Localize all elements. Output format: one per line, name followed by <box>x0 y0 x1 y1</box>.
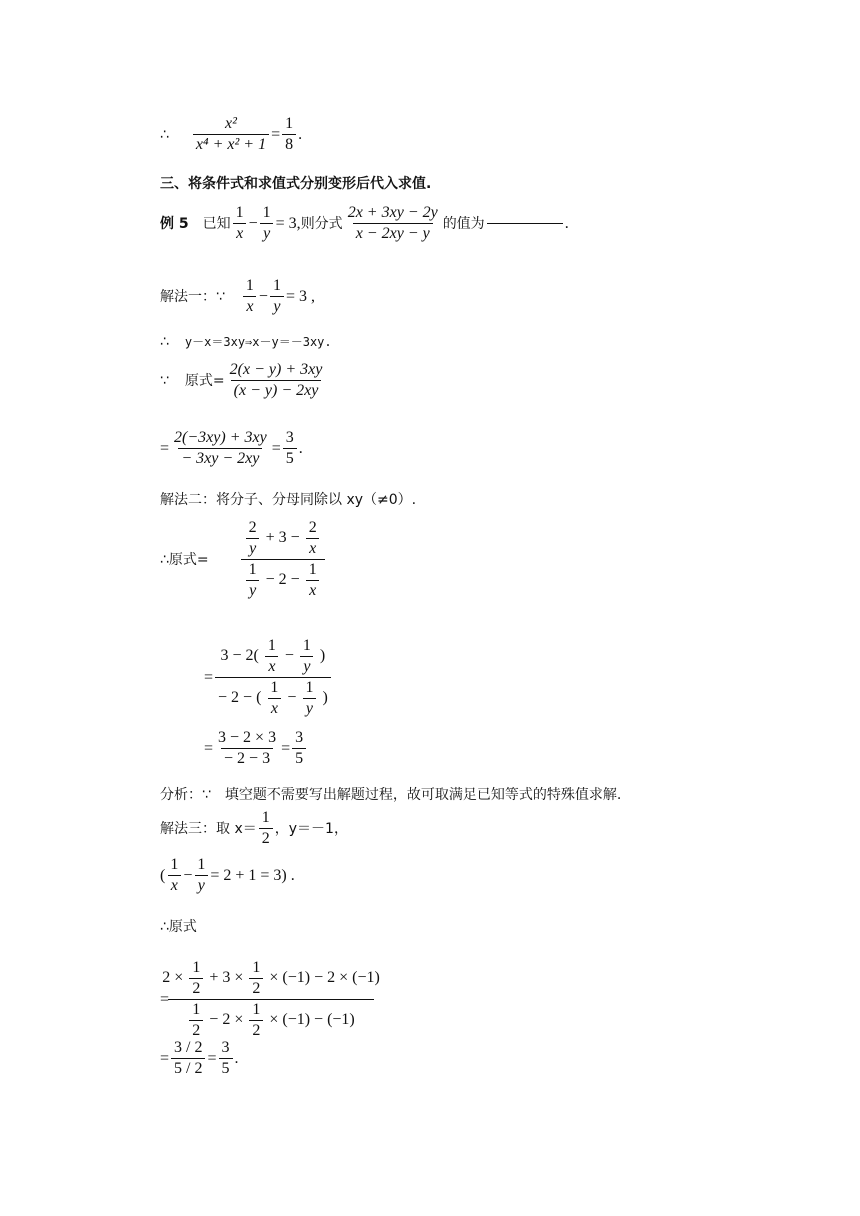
fraction <box>306 520 320 557</box>
operator-text: 3 − 2( <box>220 647 259 665</box>
open-paren: ( <box>160 866 166 884</box>
method-2-intro: 解法二：将分子、分母同除以 xy（≠0）. <box>160 492 417 508</box>
example-5 <box>160 205 569 242</box>
denominator: x − 2xy − y <box>353 223 433 242</box>
denominator: x <box>306 538 319 557</box>
method-1-result <box>160 430 303 467</box>
denominator <box>215 677 331 717</box>
equals-sign: = <box>160 990 170 1008</box>
method-1-expression <box>160 362 327 399</box>
numerator: 2 <box>308 519 317 536</box>
complex-fraction <box>162 959 380 1039</box>
numerator: 1 <box>267 637 276 654</box>
period: . <box>234 1049 239 1067</box>
method-3-values <box>160 810 348 847</box>
minus-sign: − <box>248 214 258 232</box>
method-1-condition <box>160 278 315 315</box>
denominator: − 3xy − 2xy <box>178 448 262 467</box>
equals-sign: = <box>271 439 281 457</box>
numerator: 1 <box>261 809 270 826</box>
close-paren: ) <box>322 689 328 707</box>
denominator: 2 <box>259 828 273 847</box>
equals-sign: = <box>281 739 291 757</box>
numerator: 1 <box>235 204 244 221</box>
denominator: y <box>246 580 259 599</box>
numerator: 2(x − y) + 3xy <box>229 361 323 378</box>
numerator: 3 <box>285 429 294 446</box>
example-label: 例 5 <box>160 215 189 232</box>
fraction <box>345 205 441 242</box>
minus-sign: − <box>258 287 268 305</box>
fraction <box>193 116 269 153</box>
method-3-result <box>160 1040 239 1077</box>
fraction <box>243 278 257 315</box>
equals-sign: = <box>204 668 214 686</box>
fraction <box>292 730 306 767</box>
numerator <box>218 638 329 677</box>
method-3-check <box>160 857 295 894</box>
fraction <box>167 857 181 894</box>
numerator: 1 <box>192 1001 201 1018</box>
numerator: 1 <box>285 115 294 132</box>
numerator: 1 <box>252 1001 261 1018</box>
numerator: 2(−3xy) + 3xy <box>174 429 267 446</box>
method-label: 解法一：∵ <box>160 288 225 305</box>
example-text: 则分式 <box>300 215 343 232</box>
numerator: 1 <box>245 277 254 294</box>
denominator: x <box>243 296 256 315</box>
answer-blank <box>487 223 563 224</box>
therefore-symbol: ∴ <box>160 126 169 143</box>
numerator: 1 <box>305 679 314 696</box>
minus-sign: − <box>284 647 294 665</box>
numerator: x² <box>225 115 237 132</box>
example-text: 已知 <box>202 215 231 232</box>
denominator: 5 <box>219 1058 233 1077</box>
method-2-step <box>204 638 333 717</box>
fraction <box>302 680 316 717</box>
denominator: 2 <box>249 1020 263 1039</box>
period: . <box>564 214 569 232</box>
operator-text: × (−1) − (−1) <box>269 1011 355 1029</box>
denominator <box>168 999 374 1039</box>
equals-sign: = <box>160 1049 170 1067</box>
method-3-substitution <box>160 959 380 1039</box>
derivation-text: y－x＝3xy⇒x－y＝－3xy. <box>184 335 332 349</box>
complex-fraction <box>215 638 331 717</box>
fraction <box>233 205 247 242</box>
analysis-text: 分析：∵ 填空题不需要写出解题过程，故可取满足已知等式的特殊值求解. <box>160 787 622 803</box>
numerator: 1 <box>272 277 281 294</box>
fraction <box>249 960 263 997</box>
denominator: x <box>306 580 319 599</box>
denominator: x <box>233 223 246 242</box>
denominator: x⁴ + x² + 1 <box>193 134 269 153</box>
operator-text: + 3 × <box>209 969 244 987</box>
denominator: 5 <box>292 748 306 767</box>
operator-text: − 2 × <box>209 1011 244 1029</box>
denominator: 2 <box>189 978 203 997</box>
numerator: 1 <box>252 959 261 976</box>
method-label: 解法三：取 x＝ <box>160 820 257 837</box>
denominator: − 2 − 3 <box>221 748 273 767</box>
close-paren: ) <box>319 647 326 665</box>
denominator: x <box>268 698 281 717</box>
operator-text: × (−1) − 2 × (−1) <box>269 969 380 987</box>
denominator: 2 <box>249 978 263 997</box>
fraction <box>246 562 260 599</box>
fraction <box>270 278 284 315</box>
denominator: y <box>270 296 283 315</box>
fraction <box>171 1040 205 1077</box>
method-2-expression <box>160 520 327 599</box>
numerator: 3 − 2 × 3 <box>218 729 277 746</box>
example-text: 的值为 <box>442 215 485 232</box>
denominator: y <box>300 656 313 675</box>
numerator: 2 <box>248 519 257 536</box>
numerator: 1 <box>192 959 201 976</box>
numerator: 1 <box>262 204 271 221</box>
because-symbol: ∵ <box>160 372 169 389</box>
equals-sign: = <box>207 1049 217 1067</box>
numerator: 1 <box>248 561 257 578</box>
fraction <box>246 520 260 557</box>
denominator: y <box>303 698 316 717</box>
fraction <box>306 562 320 599</box>
fraction <box>219 1040 233 1077</box>
fraction <box>267 680 281 717</box>
fraction <box>227 362 326 399</box>
original-expression-label: ∴原式= <box>160 551 209 568</box>
denominator: y <box>246 538 259 557</box>
denominator: 8 <box>282 134 296 153</box>
equation-tail: = 2 + 1 = 3) . <box>210 866 295 884</box>
operator-text: − 2 − <box>265 571 300 589</box>
numerator: 1 <box>270 679 279 696</box>
value-text: ，y＝－1， <box>274 820 348 837</box>
section-heading: 三、将条件式和求值式分别变形后代入求值. <box>160 176 432 192</box>
result-line <box>160 116 302 153</box>
numerator: 1 <box>197 856 206 873</box>
numerator <box>159 960 383 999</box>
fraction <box>265 638 279 675</box>
complex-fraction <box>241 520 325 599</box>
fraction <box>259 810 273 847</box>
fraction <box>300 638 314 675</box>
denominator: 5 / 2 <box>171 1058 205 1077</box>
denominator: x <box>265 656 278 675</box>
numerator: 3 <box>295 729 304 746</box>
numerator: 3 <box>221 1039 230 1056</box>
denominator: 5 <box>283 448 297 467</box>
fraction <box>249 1002 263 1039</box>
fraction <box>171 430 270 467</box>
equals-sign: = <box>271 125 281 143</box>
operator-text: − 2 − ( <box>218 689 262 707</box>
numerator: 3 / 2 <box>174 1039 203 1056</box>
denominator: x <box>168 875 181 894</box>
equals-sign: = <box>160 439 170 457</box>
period: . <box>298 439 303 457</box>
numerator: 1 <box>170 856 179 873</box>
equation-tail: = 3 , <box>285 287 315 305</box>
denominator: y <box>195 875 208 894</box>
denominator: (x − y) − 2xy <box>231 380 322 399</box>
fraction <box>215 730 279 767</box>
numerator: 2x + 3xy − 2y <box>347 204 438 221</box>
minus-sign: − <box>287 689 297 707</box>
operator-text: 2 × <box>162 969 184 987</box>
equals-sign: = <box>204 739 214 757</box>
numerator: 1 <box>302 637 311 654</box>
minus-sign: − <box>183 866 193 884</box>
original-expression-label: ∴原式 <box>160 919 197 935</box>
fraction <box>283 430 297 467</box>
method-2-result <box>204 730 308 767</box>
numerator: 1 <box>308 561 317 578</box>
fraction <box>282 116 296 153</box>
numerator <box>241 520 325 559</box>
therefore-symbol: ∴ <box>160 334 169 350</box>
operator-text: + 3 − <box>265 529 300 547</box>
denominator: y <box>260 223 273 242</box>
period: . <box>298 125 303 143</box>
denominator: 2 <box>189 1020 203 1039</box>
equation-tail: = 3, <box>275 214 301 232</box>
fraction <box>260 205 274 242</box>
original-expression-label: 原式= <box>184 372 225 389</box>
fraction <box>189 1002 203 1039</box>
fraction <box>189 960 203 997</box>
fraction <box>194 857 208 894</box>
method-1-derivation <box>160 335 332 349</box>
denominator <box>241 559 325 599</box>
